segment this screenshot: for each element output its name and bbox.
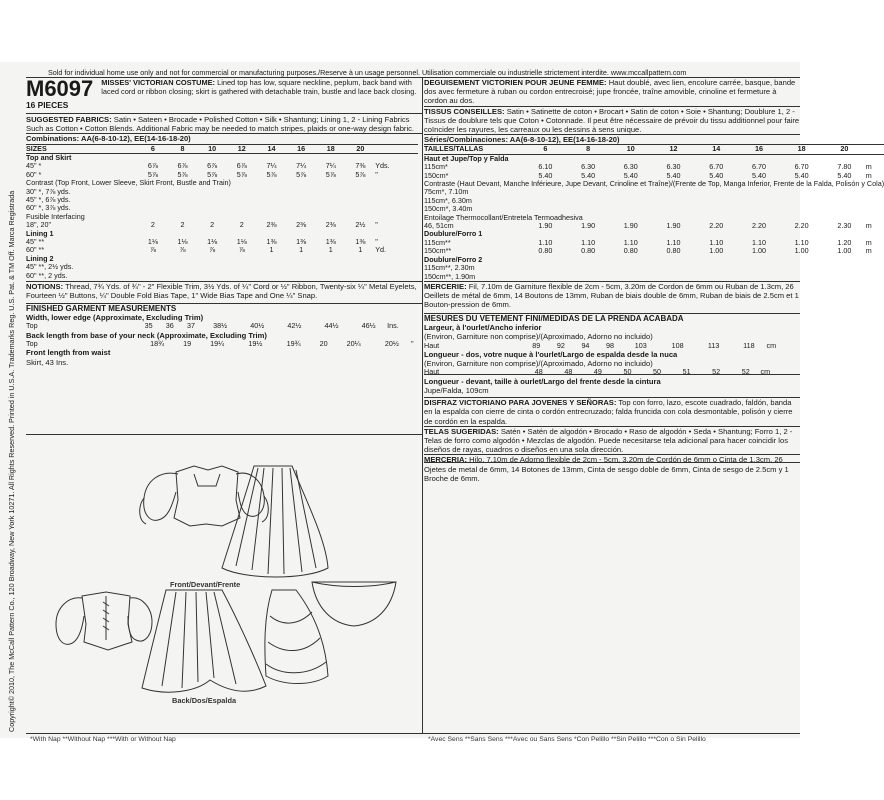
row-value: 1 — [358, 245, 363, 255]
table-row — [26, 322, 418, 330]
row-value: 5.40 — [837, 170, 852, 180]
row-label: Contrast (Top Front, Lower Sleeve, Skirt Front, Bustle and Train) — [26, 178, 231, 188]
row-value: 6.30 — [581, 162, 596, 172]
row-value: 18¾ — [150, 338, 165, 348]
row-unit: Ins. — [387, 321, 399, 331]
row-value: ⅞ — [149, 245, 156, 255]
yardage-table — [26, 144, 418, 281]
row-value: 36 — [165, 321, 174, 331]
row-value: 1⅛ — [147, 237, 158, 247]
row-value: 2⅜ — [296, 220, 307, 230]
size-header-row — [424, 145, 884, 154]
es-title: DISFRAZ VICTORIANO PARA JOVENES Y SEÑORAS: — [424, 398, 617, 408]
row-unit: m — [865, 246, 872, 256]
size-header-cell: 12 — [227, 144, 257, 153]
row-label: 46, 51cm — [424, 221, 454, 231]
piece-count: 16 PIECES — [26, 100, 69, 110]
fr-title: DEGUISEMENT VICTORIEN POUR JEUNE FEMME: — [424, 78, 607, 87]
row-value: 5⅞ — [325, 169, 336, 179]
row-value: 1.90 — [581, 221, 596, 231]
row-value: 1.10 — [623, 237, 638, 247]
french-spanish-column — [424, 78, 884, 734]
fr-fabrics-heading: TISSUS CONSEILLES: — [424, 106, 505, 116]
table-row — [424, 264, 884, 272]
row-value: 50 — [653, 367, 662, 377]
row-label: 60" **, 2 yds. — [26, 270, 68, 280]
row-value: 1⅜ — [355, 237, 366, 247]
row-unit: m — [865, 162, 872, 172]
table-row — [26, 340, 418, 348]
table-row — [26, 221, 418, 229]
row-unit: " — [375, 237, 378, 247]
row-value: 2.30 — [837, 221, 852, 231]
row-label: Fusible Interfacing — [26, 211, 85, 221]
row-value: 5.40 — [794, 170, 809, 180]
costume-title: MISSES' VICTORIAN COSTUME: — [101, 78, 216, 87]
row-value: 92 — [556, 340, 565, 350]
size-header-cell: 20 — [346, 144, 376, 153]
row-label: 115cm*, 6.30m — [424, 195, 472, 205]
row-value: 1.90 — [666, 221, 681, 231]
size-header-cell: 16 — [738, 145, 781, 154]
row-value: 1 — [269, 245, 274, 255]
row-value: 1.20 — [837, 237, 852, 247]
row-value: 5⅞ — [266, 169, 277, 179]
row-value: 103 — [634, 340, 647, 350]
width-table — [26, 322, 418, 330]
table-row — [26, 263, 418, 271]
row-value: 50 — [623, 367, 632, 377]
row-value: 6.10 — [538, 162, 553, 172]
row-label: 150cm** — [424, 246, 452, 256]
mercerie-text: Fil, 7.10m de Garniture flexible de 2cm - 5cm, 3.20m de Cordon de 6mm ou Ruban de 1.3cm, 26 Oeillets de métal de 6mm, 14 Boutons de 13mm, Ruban de biais double de 6mm, Ruban de biais de 2.5cm et 1 Bouton-pression de 6mm. — [424, 281, 799, 310]
mesures-heading: MESURES DU VETEMENT FINI/MEDIDAS DE LA PRENDA ACABADA — [424, 313, 800, 324]
row-value: 42½ — [287, 321, 302, 331]
row-unit: Yds. — [375, 161, 390, 171]
row-value: 5.40 — [623, 170, 638, 180]
row-label: Lining 1 — [26, 228, 54, 238]
row-label: 150cm* — [424, 170, 449, 180]
front-length-text: Skirt, 43 Ins. — [26, 357, 69, 367]
row-value: 19¼ — [210, 338, 225, 348]
row-value: 2⅜ — [266, 220, 277, 230]
notions-text: Thread, 7¾ Yds. of ¾" - 2" Flexible Trim, 3½ Yds. of ¼" Cord or ½" Ribbon, Twenty-six ¼" Metal Eyelets, Fourteen ½" Buttons, ¼" Double Fold Bias Tape, 1" Wide Bias Tape and One ¼" Snap. — [26, 282, 417, 301]
es-merceria-heading: MERCERIA: — [424, 455, 468, 465]
fr-fabrics — [424, 106, 800, 135]
table-row — [424, 368, 796, 376]
row-value: 6⅞ — [236, 161, 247, 171]
row-unit: " — [375, 220, 378, 230]
metrage-table — [424, 144, 884, 281]
row-value: 1⅜ — [296, 237, 307, 247]
table-row — [424, 188, 884, 196]
row-value: 94 — [581, 340, 590, 350]
row-value: 1.10 — [538, 237, 553, 247]
row-value: ⅞ — [179, 245, 186, 255]
row-value: 7¼ — [296, 161, 307, 171]
row-value: 5⅞ — [236, 169, 247, 179]
row-value: 6.70 — [709, 162, 724, 172]
size-header-label: SIZES — [26, 144, 138, 153]
row-value: 108 — [671, 340, 684, 350]
row-value: 46½ — [361, 321, 376, 331]
row-value: 113 — [707, 340, 720, 350]
row-value: 1.00 — [751, 246, 766, 256]
pattern-number: M6097 — [26, 76, 94, 101]
row-label: 115cm* — [424, 162, 448, 172]
row-value: 1.10 — [581, 237, 596, 247]
row-value: 1.10 — [794, 237, 809, 247]
es-fabrics-heading: TELAS SUGERIDAS: — [424, 426, 499, 436]
table-row — [26, 255, 418, 263]
table-row — [424, 154, 884, 163]
bustle-drawing — [265, 590, 328, 684]
row-value: 19¾ — [286, 338, 301, 348]
row-value: 51 — [682, 367, 691, 377]
row-label: Contraste (Haut Devant, Manche Inférieure, Jupe Devant, Crinoline et Traîne)/(Frente de Top, Manga Inferior, Frente de la Falda, Polisón y Cola) — [424, 179, 884, 189]
copyright-side-text — [4, 78, 18, 732]
longueur-heading: Longueur - dos, votre nuque à l'ourlet/Largo de espalda desde la nuca — [424, 349, 678, 359]
row-value: 52 — [712, 367, 721, 377]
mercerie-heading: MERCERIE: — [424, 281, 467, 291]
row-value: 1 — [328, 245, 333, 255]
size-header-cell: 6 — [138, 144, 168, 153]
es-fabrics-text: Satén • Satén de algodón • Brocado • Raso de algodón • Seda • Shantung; Forro 1, 2 - Telas de forro como algodón • Mezclas de algodón. Puede necesitarse tela adicional para hacer coincidir los diseños de rayas, cuadros o diseños en una sola dirección. — [424, 426, 793, 455]
nap-footnote-fr-es: *Avec Sens **Sans Sens ***Avec ou Sans Sens *Con Pelillo **Sin Pelillo ***Con o Sin Pelillo — [428, 736, 706, 743]
row-value: 5.40 — [581, 170, 596, 180]
table-row — [424, 163, 884, 171]
row-value: ⅞ — [238, 245, 245, 255]
row-value: 1.00 — [837, 246, 852, 256]
row-label: 60" * — [26, 169, 42, 179]
row-label: Top and Skirt — [26, 153, 72, 163]
row-value: 6.30 — [623, 162, 638, 172]
row-value: 6⅞ — [147, 161, 158, 171]
row-value: 5.40 — [666, 170, 681, 180]
row-label: Doublure/Forro 1 — [424, 229, 483, 239]
column-divider — [422, 78, 423, 734]
fr-header — [424, 78, 800, 106]
row-label: 45" **, 2½ yds. — [26, 262, 74, 272]
front-top-drawing — [140, 466, 269, 526]
row-value: 19 — [183, 338, 192, 348]
row-value: 2 — [150, 220, 155, 230]
row-value: 0.80 — [666, 246, 681, 256]
series: Séries/Combinaciones: AA(6-8-10-12), EE(14-16-18-20) — [424, 134, 800, 144]
row-value: 6.70 — [794, 162, 809, 172]
row-value: 5.40 — [709, 170, 724, 180]
front-caption: Front/Devant/Frente — [170, 580, 241, 589]
row-value: 1⅜ — [266, 237, 277, 247]
back-skirt-drawing — [142, 590, 266, 692]
table-row — [26, 272, 418, 280]
row-label: Lining 2 — [26, 253, 54, 263]
row-value: 7.80 — [837, 162, 852, 172]
row-value: 5.40 — [751, 170, 766, 180]
table-row — [26, 204, 418, 212]
table-row — [424, 247, 884, 255]
longueur-sub: (Environ, Garniture non comprise)/(Aproximado, Adorno no incluido) — [424, 359, 653, 369]
es-description: Top con forro, lazo, escote cuadrado, faldón, banda en la espalda con cierre de cinta o cordón entrecruzado; falda fruncida con cola desmontable, polisón y cierre de cordón en la espalda. — [424, 398, 793, 426]
row-value: 2 — [180, 220, 185, 230]
largeur-table — [424, 342, 796, 350]
pattern-id-block — [26, 78, 93, 110]
table-row — [26, 246, 418, 254]
es-fabrics — [424, 426, 800, 455]
table-row — [424, 180, 884, 188]
garment-illustrations — [26, 440, 422, 730]
table-row — [424, 197, 884, 205]
row-value: 5.40 — [538, 170, 553, 180]
devant-heading: Longueur - devant, taille à ourlet/Largo del frente desde la cintura — [424, 376, 661, 386]
combinations: Combinations: AA(6-8-10-12), EE(14-16-18-20) — [26, 133, 422, 143]
size-header-unit — [375, 144, 418, 153]
row-value: 37 — [187, 321, 195, 331]
row-value: 7¼ — [325, 161, 336, 171]
size-header-cell: 10 — [197, 144, 227, 153]
row-value: 48 — [534, 367, 543, 377]
row-value: 1.10 — [709, 237, 724, 247]
size-header-cell: 14 — [257, 144, 287, 153]
suggested-fabrics — [26, 113, 422, 133]
row-value: 6.30 — [666, 162, 681, 172]
table-row — [424, 214, 884, 222]
size-header-cell: 20 — [823, 145, 866, 154]
table-row — [26, 179, 418, 187]
row-value: 35 — [144, 321, 153, 331]
fr-description: Haut doublé, avec lien, encolure carrée, basque, bande dos avec fermeture à ruban ou cordon entrecroisé; jupe froncée, traîne amovible, crinoline et fermeture à cordon au dos. — [424, 78, 796, 106]
table-row — [424, 273, 884, 281]
row-label: Top — [26, 321, 38, 331]
row-label: Doublure/Forro 2 — [424, 254, 483, 264]
row-label: 45" ** — [26, 237, 45, 247]
row-value: 1.00 — [709, 246, 724, 256]
row-label: Haut — [424, 367, 440, 377]
longueur-table — [424, 368, 796, 376]
row-value: 0.80 — [538, 246, 553, 256]
row-unit: Yd. — [375, 245, 387, 255]
row-value: 5⅞ — [147, 169, 158, 179]
size-header-row — [26, 144, 418, 153]
mercerie — [424, 281, 800, 310]
row-value: 6⅞ — [207, 161, 218, 171]
size-header-cell: 12 — [652, 145, 695, 154]
row-value: 0.80 — [581, 246, 596, 256]
back-caption: Back/Dos/Espalda — [172, 696, 237, 705]
row-value: 5⅞ — [296, 169, 307, 179]
table-row — [26, 188, 418, 196]
table-row — [26, 196, 418, 204]
row-value: 89 — [532, 340, 541, 350]
row-value: 19½ — [248, 338, 263, 348]
row-label: 45" *, 6⅞ yds. — [26, 195, 71, 205]
row-value: 20½ — [384, 338, 399, 348]
row-label: Haut — [424, 340, 440, 350]
row-value: 2½ — [355, 220, 366, 230]
row-value: 2⅜ — [325, 220, 336, 230]
table-row — [424, 342, 796, 350]
row-value: 1.10 — [751, 237, 766, 247]
row-value: 1⅛ — [236, 237, 247, 247]
row-value: 40½ — [250, 321, 265, 331]
row-value: 5⅞ — [355, 169, 366, 179]
row-unit: m — [865, 170, 872, 180]
row-value: 2.20 — [794, 221, 809, 231]
size-header-cell: 6 — [524, 145, 567, 154]
row-value: 7¼ — [266, 161, 277, 171]
row-label: 60" ** — [26, 245, 45, 255]
largeur-sub: (Environ, Garniture non comprise)/(Aproximado, Adorno no incluido) — [424, 332, 653, 342]
size-header-label: TAILLES/TALLAS — [424, 145, 524, 154]
table-row — [424, 239, 884, 247]
row-unit: cm — [760, 367, 771, 377]
crinoline-drawing — [312, 582, 396, 626]
row-value: 5⅞ — [177, 169, 188, 179]
pattern-header — [26, 78, 422, 110]
row-unit: " — [410, 338, 414, 348]
row-label: 45" * — [26, 161, 42, 171]
row-value: 0.80 — [623, 246, 638, 256]
back-length-table — [26, 340, 418, 348]
row-value: 1 — [299, 245, 304, 255]
front-length-heading: Front length from waist — [26, 348, 111, 358]
row-value: 52 — [741, 367, 750, 377]
row-label: 75cm*, 7.10m — [424, 187, 469, 197]
es-merceria-text: Hilo, 7.10m de Adorno flexible de 2cm - 5cm, 3.20m de Cordón de 6mm o Cinta de 1.3cm, 26 Ojetes de metal de 6mm, 14 Botones de 13mm, Cinta de sesgo doble de 6mm, Cinta de sesgo de 2.5cm y 1 Broche de 6mm. — [424, 455, 789, 483]
back-length-heading: Back length from base of your neck (Approximate, Excluding Trim) — [26, 330, 267, 340]
row-value: 1.90 — [538, 221, 553, 231]
row-unit: m — [865, 237, 872, 247]
row-value: 2 — [239, 220, 244, 230]
size-header-cell: 14 — [695, 145, 738, 154]
usage-notice: Sold for individual home use only and not for commercial or manufacturing purposes./Reserve à un usage personnel. Utilisation commerciale ou industrielle strictement interdite. www.mccallpattern.com — [48, 68, 687, 77]
row-value: 48 — [564, 367, 573, 377]
row-value: 49 — [593, 367, 602, 377]
row-value: 44½ — [324, 321, 339, 331]
size-header-cell: 18 — [316, 144, 346, 153]
fabrics-text: Satin • Sateen • Brocade • Polished Cotton • Silk • Shantung; Lining 1, 2 - Lining Fabrics Such as Cotton • Cotton Blends. Additional Fabric may be needed to match stripes, plaids or one-way design fabric. — [26, 115, 415, 134]
row-value: ⅞ — [209, 245, 216, 255]
size-header-unit — [866, 145, 884, 154]
size-header-cell: 18 — [780, 145, 823, 154]
back-top-drawing — [56, 592, 152, 650]
row-value: 5⅞ — [207, 169, 218, 179]
row-value: 1.90 — [623, 221, 638, 231]
nap-footnote-en: *With Nap **Without Nap ***With or Without Nap — [30, 736, 176, 743]
row-label: 150cm**, 1.90m — [424, 271, 476, 281]
largeur-heading: Largeur, à l'ourlet/Ancho inferior — [424, 323, 542, 333]
notions — [26, 281, 422, 300]
size-header-cell: 8 — [168, 144, 198, 153]
table-row — [424, 230, 884, 238]
size-header-cell: 8 — [567, 145, 610, 154]
row-label: 60" *, 3⅞ yds. — [26, 203, 71, 213]
row-label: 30" *, 7⅞ yds. — [26, 186, 71, 196]
row-value: 2.20 — [751, 221, 766, 231]
row-value: 20 — [319, 338, 328, 348]
row-label: 115cm**, 2.30m — [424, 263, 475, 273]
row-value: 1⅛ — [177, 237, 188, 247]
row-label: 115cm** — [424, 237, 451, 247]
row-value: 6.70 — [751, 162, 766, 172]
row-value: 7⅜ — [355, 161, 366, 171]
row-value: 1⅛ — [207, 237, 218, 247]
row-label: Top — [26, 338, 38, 348]
row-label: 18", 20" — [26, 220, 52, 230]
row-value: 1.10 — [666, 237, 681, 247]
table-row — [424, 222, 884, 230]
row-value: 98 — [606, 340, 615, 350]
notions-heading: NOTIONS: — [26, 282, 64, 292]
row-value: 6⅞ — [177, 161, 188, 171]
fabrics-heading: SUGGESTED FABRICS: — [26, 115, 112, 124]
row-value: 2 — [210, 220, 215, 230]
copyright-text: Copyright© 2010, The McCall Pattern Co., 120 Broadway, New York 10271. All Rights Reserved. Printed in U.S.A. Trademarks Reg. U.S. Pat. & TM Off. Marca Registrada — [7, 190, 16, 732]
pattern-description — [101, 78, 422, 110]
row-value: 20¼ — [346, 338, 361, 348]
devant-text: Jupe/Falda, 109cm — [424, 385, 489, 395]
row-unit: " — [375, 169, 378, 179]
finished-measurements-heading: FINISHED GARMENT MEASUREMENTS — [26, 303, 422, 314]
front-skirt-drawing — [222, 466, 328, 577]
row-value: 2.20 — [709, 221, 724, 231]
size-header-cell: 16 — [286, 144, 316, 153]
costume-description: Lined top has low, square neckline, peplum, back band with laced cord or ribbon closing; skirt is gathered with detachable train, bustle and lace back closing. — [101, 78, 417, 96]
width-heading: Width, lower edge (Approximate, Excluding Trim) — [26, 313, 204, 323]
size-header-cell: 10 — [609, 145, 652, 154]
row-label: Haut et Jupe/Top y Falda — [424, 153, 509, 163]
row-unit: m — [865, 221, 872, 231]
row-label: Entoilage Thermocollant/Entretela Termoadhesiva — [424, 212, 583, 222]
row-unit: cm — [766, 340, 777, 350]
row-value: 118 — [743, 340, 755, 350]
row-value: 1.00 — [794, 246, 809, 256]
row-value: 1⅜ — [325, 237, 336, 247]
table-row — [424, 256, 884, 264]
es-header — [424, 397, 800, 426]
row-value: 38½ — [213, 321, 228, 331]
row-label: 150cm*, 3.40m — [424, 204, 473, 214]
fr-fabrics-text: Satin • Satinette de coton • Brocart • Satin de coton • Soie • Shantung; Doublure 1, 2 - Tissus de doublure tels que Coton • Cotonnade. Il peut être nécessaire de prévoir du tissu additionnel pour faire coïncider les rayures, les carreaux ou les dessins à sens unique. — [424, 106, 800, 135]
es-merceria — [424, 454, 800, 483]
